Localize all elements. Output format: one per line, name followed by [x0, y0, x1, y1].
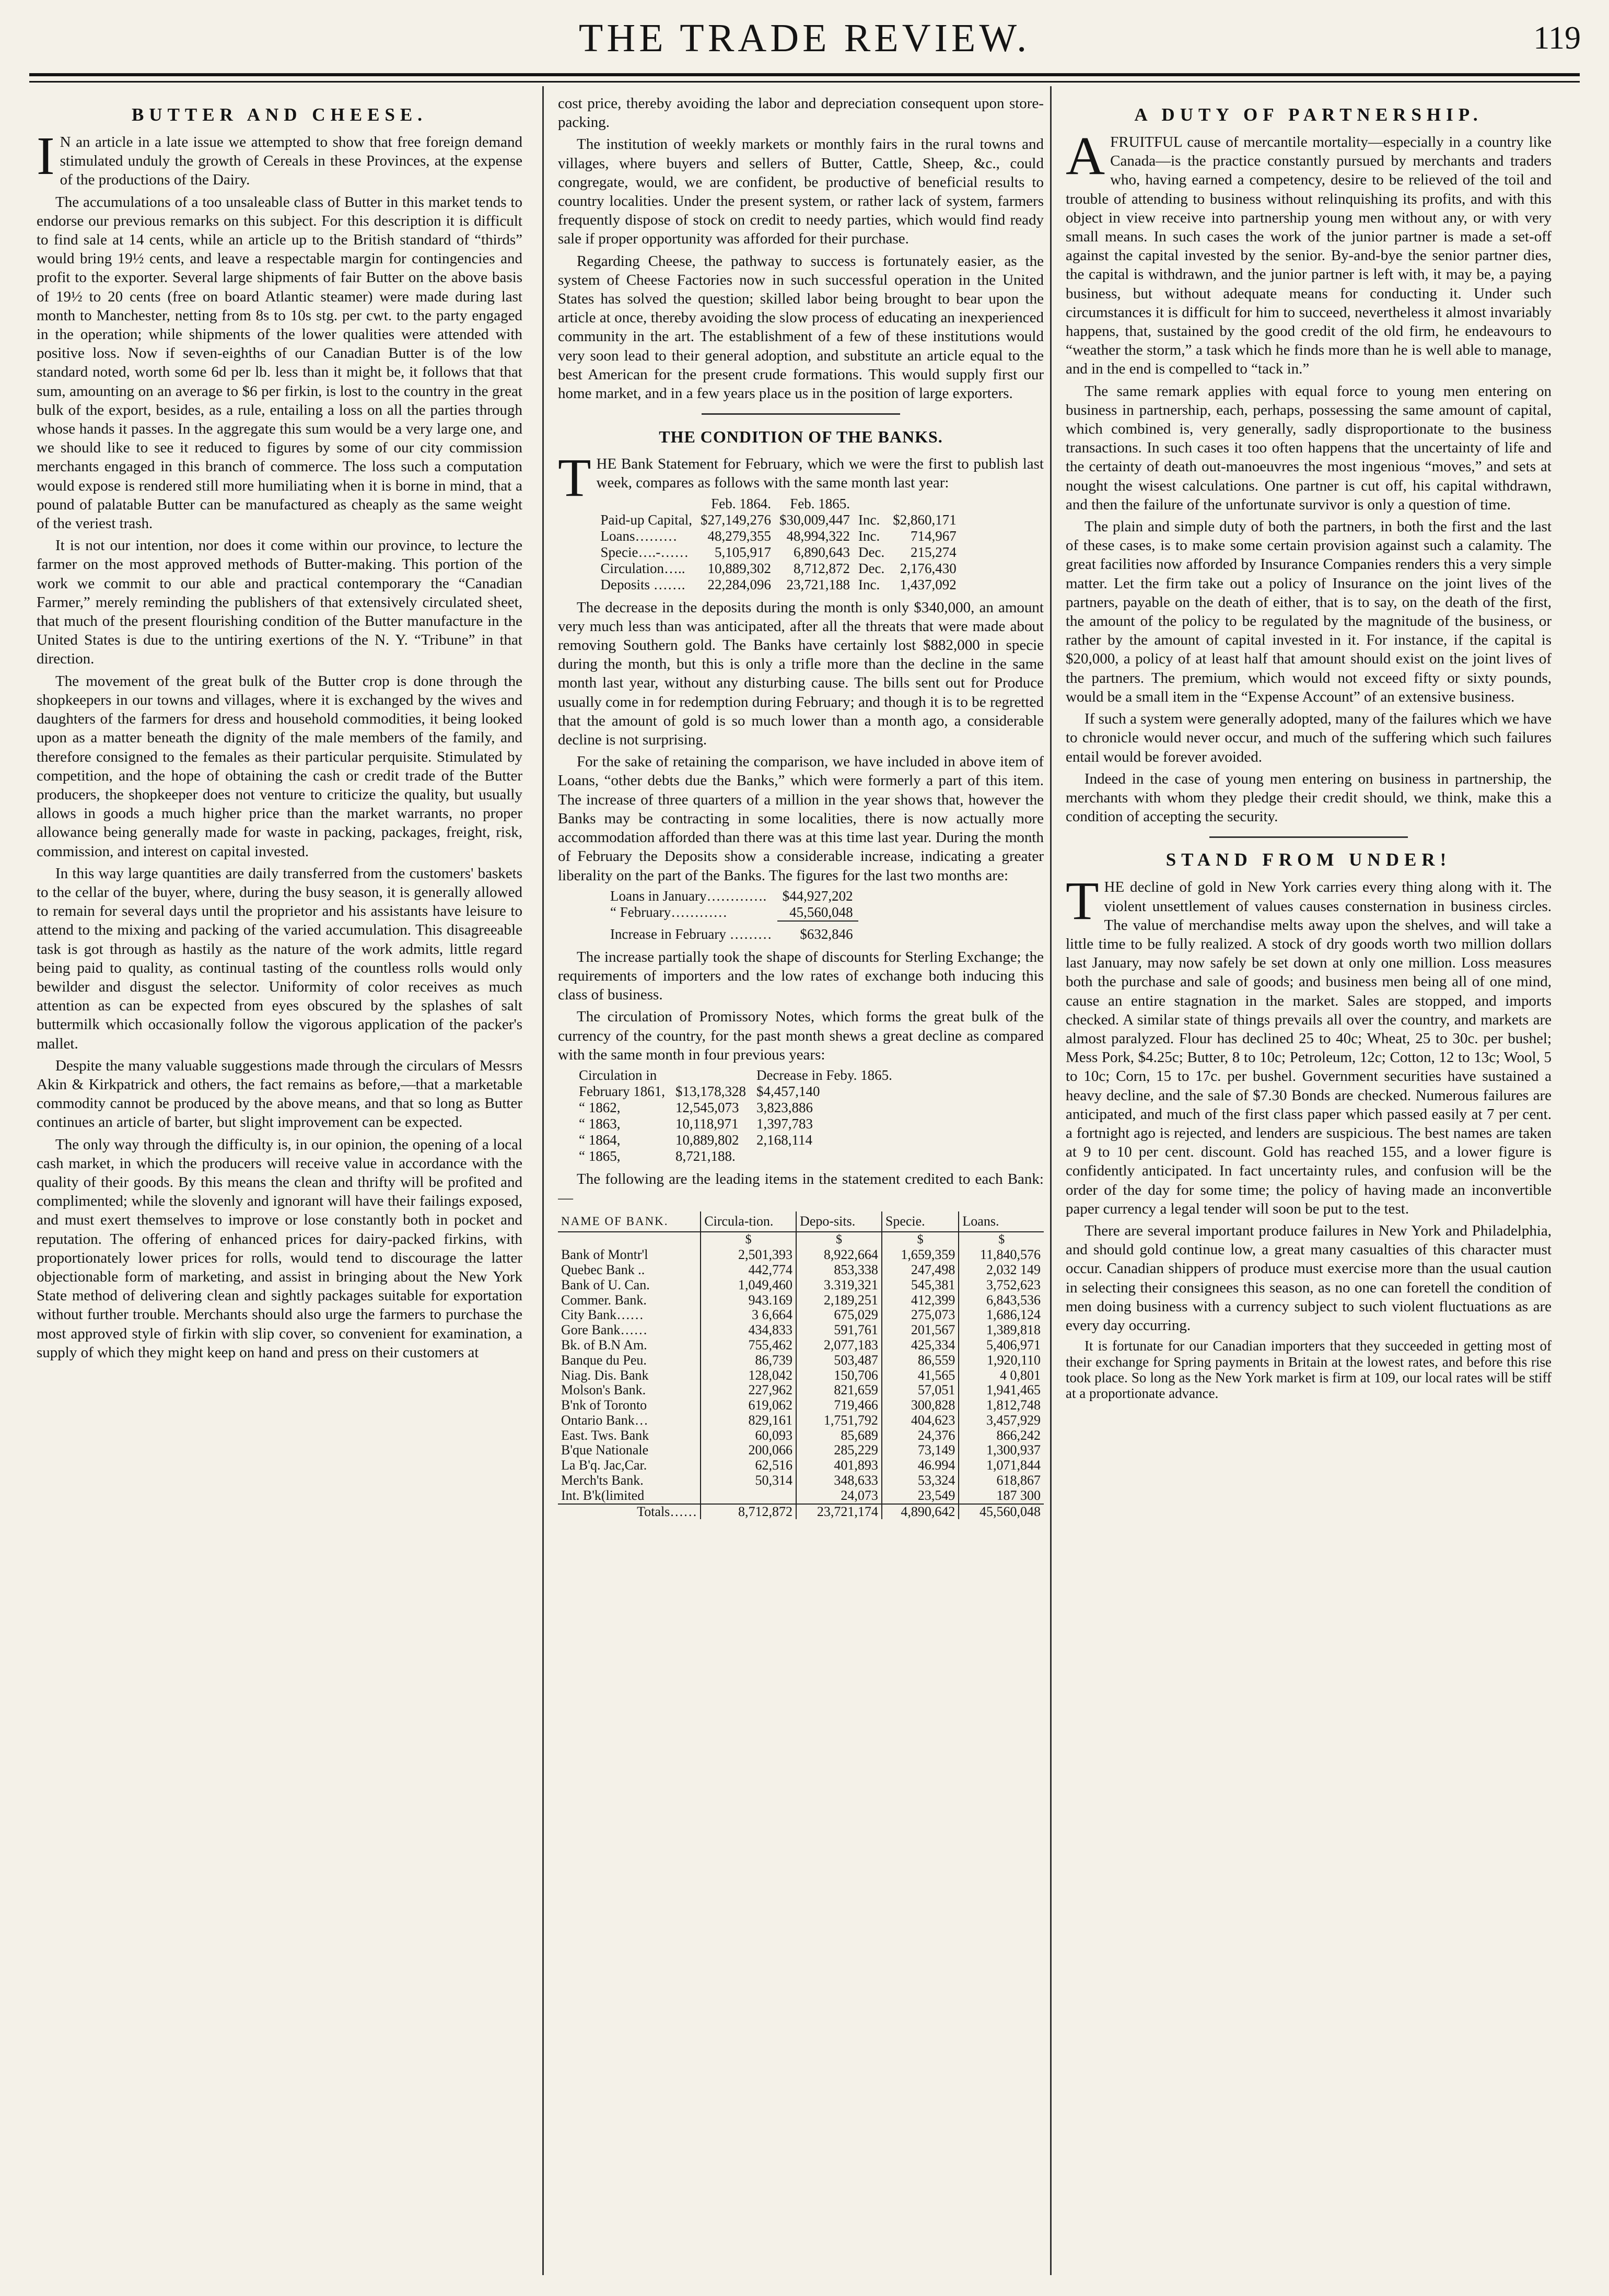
article-paragraph [37, 126, 522, 190]
bank-value-cell: 1,920,110 [959, 1353, 1044, 1368]
bank-value-cell: 41,565 [882, 1368, 959, 1383]
bank-value-cell: 719,466 [796, 1398, 882, 1413]
bank-value-cell: 3,457,929 [959, 1413, 1044, 1428]
bank-value-cell: 591,761 [796, 1323, 882, 1338]
article-paragraph: The increase partially took the shape of discounts for Sterling Exchange; the requirements of importers and the low rates of exchange both inducing this class of business. [558, 948, 1044, 1004]
bank-value-cell: 6,843,536 [959, 1293, 1044, 1308]
bank-value-cell: 275,073 [882, 1308, 959, 1323]
unit-label: $ [882, 1232, 959, 1248]
page-title: THE TRADE REVIEW. [578, 16, 1031, 60]
article-paragraph [1066, 871, 1552, 1218]
bank-value-cell: 503,487 [796, 1353, 882, 1368]
loans-table [605, 888, 858, 942]
unit-label: $ [796, 1232, 882, 1248]
column-3 [1066, 94, 1552, 2275]
bank-value-cell: 247,498 [882, 1263, 959, 1278]
bank-value-cell: 128,042 [701, 1368, 796, 1383]
table-row: Deposits ……. 22,284,096 23,721,188 Inc. 1,437,092 [600, 576, 957, 592]
bank-value-cell: 412,399 [882, 1293, 959, 1308]
bank-value-cell: 300,828 [882, 1398, 959, 1413]
article-paragraph: Despite the many valuable suggestions made through the circulars of Messrs Akin & Kirkpatrick and others, the fact remains as before,—that a marketable commodity cannot be produced by the above means, and that so long as Butter continues an article of barter, but slight improvement can be expected. [37, 1057, 522, 1131]
bank-name-cell: Bank of U. Can. [561, 1277, 650, 1292]
bank-name-cell: East. Tws. Bank [561, 1427, 649, 1443]
bank-value-cell: 821,659 [796, 1383, 882, 1398]
bank-value-cell: 73,149 [882, 1443, 959, 1458]
table-row [558, 1338, 1044, 1353]
bank-value-cell: 675,029 [796, 1308, 882, 1323]
article-paragraph: The only way through the difficulty is, in our opinion, the opening of a local cash market, in which the producers will receive value in accordance with the quality of their goods. By this means the clean and thrifty will be profited and complimented; while the slovenly and ignorant will have their failings exposed, and must exert themselves to improve or lose constantly both in pocket and reputation. The offering of enhanced prices for dairy-packed firkins, with proportionately lower prices for rolls, would tend to discourage the latter objectionable form of marketing, and assist in bringing about the New York State method of delivering clean and sightly packages suitable for exportation without further trouble. Merchants should also urge the farmers to purchase the most approved style of firkin with slip cover, so convenient for examination, a supply of which they might keep on hand and press on their customers at [37, 1136, 522, 1361]
article-title-duty: A DUTY OF PARTNERSHIP. [1134, 104, 1483, 125]
bank-value-cell: 442,774 [701, 1263, 796, 1278]
bank-value-cell: 23,549 [882, 1488, 959, 1504]
header-rule-thin [29, 81, 1580, 83]
bank-name-cell: Niag. Dis. Bank [561, 1367, 649, 1383]
bank-value-cell: 86,739 [701, 1353, 796, 1368]
bank-name-cell: Commer. Bank. [561, 1292, 647, 1308]
table-row [558, 1428, 1044, 1443]
bank-value-cell: 8,922,664 [796, 1248, 882, 1263]
bank-value-cell: 1,049,460 [701, 1278, 796, 1293]
article-paragraph: The plain and simple duty of both the partners, in both the first and the last of these cases, is to make some certain provision against such a calamity. The great facilities now afforded by Insurance Companies renders this a very simple matter. Let the firm take out a policy of Insurance on the joint lives of the partners, payable on the death of either, that is to say, on the death of the first, the amount of the policy to be regulated by the magnitude of the business, or rather by the amount of capital invested in it. For instance, if the capital is $20,000, a policy of at least half that amount should exist on the joint lives of the partners. The premium, which would not exceed fifty or sixty pounds, would be a small item in the “Expense Account” of an extensive business. [1066, 518, 1552, 705]
article-paragraph: The circulation of Promissory Notes, which forms the great bulk of the currency of the country, for the past month shews a great decline as compared with the same month in four previous years: [558, 1008, 1044, 1063]
bank-value-cell: 187 300 [959, 1488, 1044, 1504]
table-row: “ February………… 45,560,048 [605, 904, 858, 921]
unit-label: $ [701, 1232, 796, 1248]
bank-value-cell: 401,893 [796, 1458, 882, 1473]
article-paragraph: It is fortunate for our Canadian importers that they succeeded in getting most of their exchange for Spring payments in Britain at the lowest rates, and before this rise took place. So long as the New York market is firm at 109, our local rates will be stiff at a proportionate advance. [1066, 1338, 1552, 1402]
bank-value-cell: 2,189,251 [796, 1293, 882, 1308]
bank-value-cell: 2,032 149 [959, 1263, 1044, 1278]
column-divider-1 [542, 86, 544, 2275]
bank-value-cell: 3,752,623 [959, 1278, 1044, 1293]
column-2 [558, 94, 1044, 2275]
bank-value-cell: 943.169 [701, 1293, 796, 1308]
drop-cap: A [1066, 126, 1105, 186]
bank-value-cell: 85,689 [796, 1428, 882, 1443]
header-rule-thick [29, 73, 1580, 76]
bank-name-cell: Ontario Bank… [561, 1412, 648, 1428]
bank-value-cell: 2,077,183 [796, 1338, 882, 1353]
bank-name-cell: La B'q. Jac,Car. [561, 1458, 647, 1473]
bank-value-cell: 545,381 [882, 1278, 959, 1293]
bank-name-cell: B'que Nationale [561, 1442, 649, 1458]
bank-value-cell: 227,962 [701, 1383, 796, 1398]
column-header: Decrease in Feby. 1865. [756, 1067, 892, 1083]
section-divider [702, 413, 900, 415]
bank-value-cell: 2,501,393 [701, 1248, 796, 1263]
bank-value-cell: 60,093 [701, 1428, 796, 1443]
circulation-table [574, 1067, 897, 1164]
bank-name-cell: Banque du Peu. [561, 1352, 647, 1368]
column-1 [37, 94, 522, 2275]
bank-value-cell: 11,840,576 [959, 1248, 1044, 1263]
table-row [558, 1248, 1044, 1263]
bank-value-cell: 1,389,818 [959, 1323, 1044, 1338]
article-paragraph: If such a system were generally adopted, many of the failures which we have to chronicle would never occur, and much of the suffering which such failures entail would be forever avoided. [1066, 710, 1552, 765]
column-header: Loans. [959, 1211, 1044, 1232]
column-header: Specie. [882, 1211, 959, 1232]
bank-value-cell: 866,242 [959, 1428, 1044, 1443]
bank-value-cell: 150,706 [796, 1368, 882, 1383]
article-paragraph: Indeed in the case of young men entering on business in partnership, the merchants with whom they pledge their credit should, we think, make this a condition of accepting the security. [1066, 770, 1552, 825]
bank-value-cell: 829,161 [701, 1413, 796, 1428]
drop-cap: I [37, 126, 55, 186]
column-header: Feb. 1864. [711, 495, 772, 511]
bank-name-cell: B'nk of Toronto [561, 1397, 647, 1413]
bank-name-cell: Gore Bank…… [561, 1322, 648, 1338]
table-row [558, 1488, 1044, 1504]
table-row [558, 1368, 1044, 1383]
bank-table-body [558, 1232, 1044, 1504]
table-row: Loans……… 48,279,355 48,994,322 Inc. 714,967 [600, 528, 957, 544]
article-title-stand: STAND FROM UNDER! [1165, 849, 1452, 870]
table-row: “ 1863, 10,118,971 1,397,783 [579, 1115, 813, 1132]
table-row [558, 1293, 1044, 1308]
bank-value-cell: 57,051 [882, 1383, 959, 1398]
page-number: 119 [1533, 20, 1581, 56]
bank-value-cell: 619,062 [701, 1398, 796, 1413]
table-row [558, 1278, 1044, 1293]
bank-value-cell: 434,833 [701, 1323, 796, 1338]
article-paragraph: It is not our intention, nor does it come within our province, to lecture the farmer on the most approved methods of Butter-making. This portion of the work we commit to our able and practical contemporary the “Canadian Farmer,” merely reminding the publishers of that extensively circulated sheet, that much of the present flourishing condition of the Butter manufacture in the United States is due to the untiring exertions of the N. Y. “Tribune” in that direction. [37, 537, 522, 668]
table-row [558, 1413, 1044, 1428]
bank-statement-table [558, 1211, 1044, 1519]
article-paragraph: The movement of the great bulk of the Butter crop is done through the shopkeepers in our towns and villages, where it is exchanged by the wives and daughters of the farmers for dress and household commodities, it being looked upon as a matter beneath the dignity of the male members of the family, and therefore consigned to the females as their particular perquisite. Stimulated by competition, and the hope of obtaining the cash or credit trade of the Butter producers, the shopkeeper does not venture to criticize the quality, but usually allows in goods a much higher price than the market warrants, no proper allowance being generally made for waste in packing, packages, freight, risk, commission, and interest on capital invested. [37, 672, 522, 860]
table-total-row: Increase in February ……… $632,846 [610, 926, 853, 942]
unit-label: $ [959, 1232, 1044, 1248]
column-header: Feb. 1865. [790, 495, 850, 511]
bank-value-cell: 755,462 [701, 1338, 796, 1353]
table-row: Circulation….. 10,889,302 8,712,872 Dec. 2,176,430 [600, 560, 957, 576]
paragraph-text: N an article in a late issue we attempted to show that free foreign demand stimulated unduly the growth of Cereals in these Provinces, at the expense of the productions of the Dairy. [60, 134, 522, 189]
drop-cap: T [558, 448, 591, 508]
bank-name-cell: Bk. of B.N Am. [561, 1337, 647, 1353]
bank-value-cell: 1,071,844 [959, 1458, 1044, 1473]
column-header: Circula-tion. [701, 1211, 796, 1232]
column-header: Circulation in [579, 1067, 657, 1083]
bank-value-cell: 46.994 [882, 1458, 959, 1473]
bank-value-cell: 348,633 [796, 1473, 882, 1488]
article-paragraph: Regarding Cheese, the pathway to success is fortunately easier, as the system of Cheese Factories now in such successful operation in the United States has solved the question; skilled labor being brought to bear upon the article at once, thereby avoiding the slow process of educating an inexperienced community in the art. The establishment of a few of these institutions would very soon lead to their general adoption, and substitute an article equal to the best American for the present crude formations. This would supply first our home market, and in a few years place us in the position of large exporters. [558, 252, 1044, 402]
bank-value-cell: 1,300,937 [959, 1443, 1044, 1458]
bank-value-cell: 853,338 [796, 1263, 882, 1278]
bank-name-cell: Bank of Montr'l [561, 1247, 648, 1263]
bank-value-cell: 3 6,664 [701, 1308, 796, 1323]
table-total-row: Totals…… 8,712,872 23,721,174 4,890,642 45,560,048 [558, 1504, 1044, 1520]
table-row [558, 1323, 1044, 1338]
bank-value-cell: 86,559 [882, 1353, 959, 1368]
bank-value-cell [701, 1488, 796, 1504]
article-paragraph: The decrease in the deposits during the month is only $340,000, an amount very much less than was anticipated, after all the threats that were made about removing Southern gold. The Banks have certainly lost $882,000 in specie during the month, but this is only a trifle more than the decline in the same month last year, without any disturbing cause. The bills sent out for Produce usually come in for redemption during February; and though it is to be regretted that the amount of gold is so much lower than a month ago, a considerable decline is not surprising. [558, 599, 1044, 749]
bank-value-cell: 50,314 [701, 1473, 796, 1488]
bank-value-cell: 1,941,465 [959, 1383, 1044, 1398]
bank-value-cell: 62,516 [701, 1458, 796, 1473]
article-paragraph: For the sake of retaining the comparison, we have included in above item of Loans, “other debts due the Banks,” which were formerly a part of this item. The increase of three quarters of a million in the year shows that, however the Banks may be contracting in some localities, there is now actually more accommodation afforded than there was at this time last year. During the month of February the Deposits show a considerable increase, indicating a greater liberality on the part of the Banks. The figures for the last two months are: [558, 753, 1044, 884]
bank-value-cell: 4 0,801 [959, 1368, 1044, 1383]
bank-value-cell: 24,376 [882, 1428, 959, 1443]
table-row [558, 1443, 1044, 1458]
table-row [558, 1308, 1044, 1323]
bank-name-cell: Quebec Bank .. [561, 1262, 645, 1277]
table-row [558, 1383, 1044, 1398]
bank-value-cell: 1,659,359 [882, 1248, 959, 1263]
table-row [558, 1458, 1044, 1473]
bank-value-cell: 425,334 [882, 1338, 959, 1353]
table-row: February 1861, $13,178,328 $4,457,140 [579, 1083, 820, 1099]
article-title-butter: BUTTER AND CHEESE. [131, 104, 428, 125]
bank-name-cell: City Bank…… [561, 1307, 644, 1323]
article-paragraph: The institution of weekly markets or monthly fairs in the rural towns and villages, where buyers and sellers of Butter, Cattle, Sheep, &c., could congregate, would, we are confident, be productive of beneficial results to country localities. Under the present system, or rather lack of system, farmers frequently dispose of stock on credit to needy parties, which would find ready sale if proper opportunity was afforded for their purchase. [558, 136, 1044, 248]
column-divider-2 [1050, 86, 1052, 2275]
paragraph-text: HE decline of gold in New York carries every thing along with it. The violent unsettlement of values causes consternation in business circles. The value of merchandise melts away upon the shelves, and will take a little time to be fully realized. A stock of dry goods worth two million dollars last January, may now safely be set down at only one million. Loss measures both the purchase and sale of goods; and business men being all of one mind, cause an entire stagnation in the market. Sales are stopped, and imports checked. A similar state of things prevails all over the country, and markets are almost paralyzed. Flour has declined 25 to 40c; Wheat, 25 to 30c. per bushel; Mess Pork, $4.25c; Butter, 8 to 10c; Petroleum, 12c; Cotton, 12 to 13c; Wool, 5 to 10c; Corn, 15 to 17c. per bushel. Government securities have sustained a heavy decline, and the sale of $7.30 Bonds are checked. Numerous failures are anticipated, and much of the first class paper which passed easily at 7 per cent. a fortnight ago is rejected, and lenders are suspicious. The best names are taken at 9 to 10 per cent. discount. Gold has reached 155, and a lower figure is confidently anticipated. In fact uncertainty rules, and confusion will be the order of the day for some time; the policy of having made an inconvertible paper currency a legal tender will soon be put to the test. [1066, 879, 1552, 1217]
bank-value-cell: 404,623 [882, 1413, 959, 1428]
table-row: “ 1865, 8,721,188. [579, 1148, 736, 1164]
table-unit-row [558, 1232, 1044, 1248]
bank-comparison-table [597, 496, 961, 593]
bank-value-cell: 1,751,792 [796, 1413, 882, 1428]
bank-value-cell: 53,324 [882, 1473, 959, 1488]
bank-value-cell: 24,073 [796, 1488, 882, 1504]
drop-cap: T [1066, 871, 1099, 931]
article-paragraph: The accumulations of a too unsaleable class of Butter in this market tends to endorse our previous remarks on this subject. For this description it is difficult to find sale at 14 cents, while an article up to the British standard of “thirds” would bring 19½ cents, and leave a respectable margin for contingencies and profit to the exporter. Several large shipments of fair Butter on the above basis of 19½ to 20 cents (free on board Atlantic steamer) were made during last month to Manchester, netting from 8s to 10s stg. per cwt. to the party engaged in the operation; while shipments of the lower qualities were attended with positive loss. Now if seven-eighths of our Canadian Butter is of the low standard noted, worth some 6d per lb. less than it might be, it follows that that sum, amounting on an average to $6 per firkin, is lost to the country in the great bulk of the export, besides, as a rule, entailing a loss on all the parties through whose hands it passes. In the aggregate this sum would be a very large one, and we should like to see it reduced to figures by some of our city commission merchants engaged in this branch of commerce. The loss such a computation would expose is rendered still more humiliating when it is borne in mind, that a pound of palatable Butter can be manufactured as cheaply as the same weight of the veriest trash. [37, 193, 522, 532]
table-row [558, 1353, 1044, 1368]
paragraph-text: FRUITFUL cause of mercantile mortality—especially in a country like Canada—is the practice constantly pursued by merchants and traders who, having earned a competency, desire to be relieved of the toil and trouble of attending to business without relinquishing its profits, and with this object in view receive into partnership young men without any, or with very small means. In such cases the work of the junior partner is made a set-off against the capital invested by the senior. By-and-bye the senior partner dies, the capital is withdrawn, and the junior partner is left with, it may be, a paying business, but without adequate means for conducting it. Under such circumstances it is difficult for him to succeed, nevertheless it almost invariably happens, that, sustained by the good credit of the old firm, he endeavours to “weather the storm,” a task which he finds more than he is well able to manage, and in the end is compelled to “tack in.” [1066, 134, 1552, 378]
bank-value-cell: 618,867 [959, 1473, 1044, 1488]
column-header: Depo-sits. [796, 1211, 882, 1232]
table-row [558, 1473, 1044, 1488]
table-row [558, 1398, 1044, 1413]
table-row: “ 1862, 12,545,073 3,823,886 [579, 1099, 813, 1115]
table-row: Specie….-…… 5,105,917 6,890,643 Dec. 215,274 [600, 544, 957, 560]
table-header-row [597, 496, 961, 512]
table-header-row [558, 1211, 1044, 1232]
bank-value-cell: 201,567 [882, 1323, 959, 1338]
article-paragraph [1066, 126, 1552, 379]
paragraph-text: HE Bank Statement for February, which we were the first to publish last week, compares as follows with the same month last year: [596, 456, 1044, 492]
table-row [558, 1263, 1044, 1278]
table-row: “ 1864, 10,889,802 2,168,114 [579, 1132, 812, 1148]
article-paragraph: The same remark applies with equal force to young men entering on business in partnership, each, perhaps, possessing the same amount of capital, which combined is, very generally, sadly disproportionate to the business transactions. In such cases it too often happens that the uncertainty of life and the certainty of death out-manoeuvres the most ingenious “moves,” and sets at nought the wisest calculations. One partner is cut off, his capital withdrawn, and then the failure of the unfortunate survivor is only a question of time. [1066, 382, 1552, 513]
article-paragraph: cost price, thereby avoiding the labor and depreciation consequent upon store-packing. [558, 95, 1044, 131]
bank-name-cell: Int. B'k(limited [561, 1487, 645, 1503]
table-row: Paid-up Capital, $27,149,276 $30,009,447 Inc. $2,860,171 [600, 511, 957, 528]
bank-name-cell: Molson's Bank. [561, 1382, 646, 1398]
bank-value-cell: 1,812,748 [959, 1398, 1044, 1413]
article-paragraph: In this way large quantities are daily transferred from the customers' baskets to the cellar of the buyer, where, during the busy season, it is generally allowed to remain for several days until the proprietor and his assistants have leisure to attend to the mixing and packing of the varied accumulation. This disagreeable task is got through as hastily as the nature of the work admits, little regard being paid to quality, as continual tasting of the countless rolls would only bewilder and disgust the selector. Uniformity of color receives as much attention as can be expected from eyes obscured by the splashes of salt buttermilk which occasionally follow the vigorous application of the packer's mallet. [37, 865, 522, 1052]
bank-value-cell: 5,406,971 [959, 1338, 1044, 1353]
bank-value-cell: 200,066 [701, 1443, 796, 1458]
page-header [19, 9, 1590, 72]
bank-value-cell: 3.319,321 [796, 1278, 882, 1293]
bank-name-cell: Merch'ts Bank. [561, 1473, 644, 1488]
article-paragraph: The following are the leading items in the statement credited to each Bank:— [558, 1170, 1044, 1207]
table-header-row [574, 1067, 897, 1083]
table-row: Loans in January…………. $44,927,202 [610, 888, 853, 904]
article-paragraph: There are several important produce failures in New York and Philadelphia, and should gold continue low, a great many casualties of this character must occur. Canadian shippers of produce must exercise more than the usual caution in selecting their consignees this season, as no one can foretell the condition of men doing business with a currency subject to such violent fluctuations as are every day occurring. [1066, 1222, 1552, 1334]
section-divider [1209, 836, 1408, 838]
article-title-banks: THE CONDITION OF THE BANKS. [659, 427, 943, 447]
column-header: NAME OF BANK. [558, 1211, 701, 1232]
bank-value-cell: 285,229 [796, 1443, 882, 1458]
bank-value-cell: 1,686,124 [959, 1308, 1044, 1323]
